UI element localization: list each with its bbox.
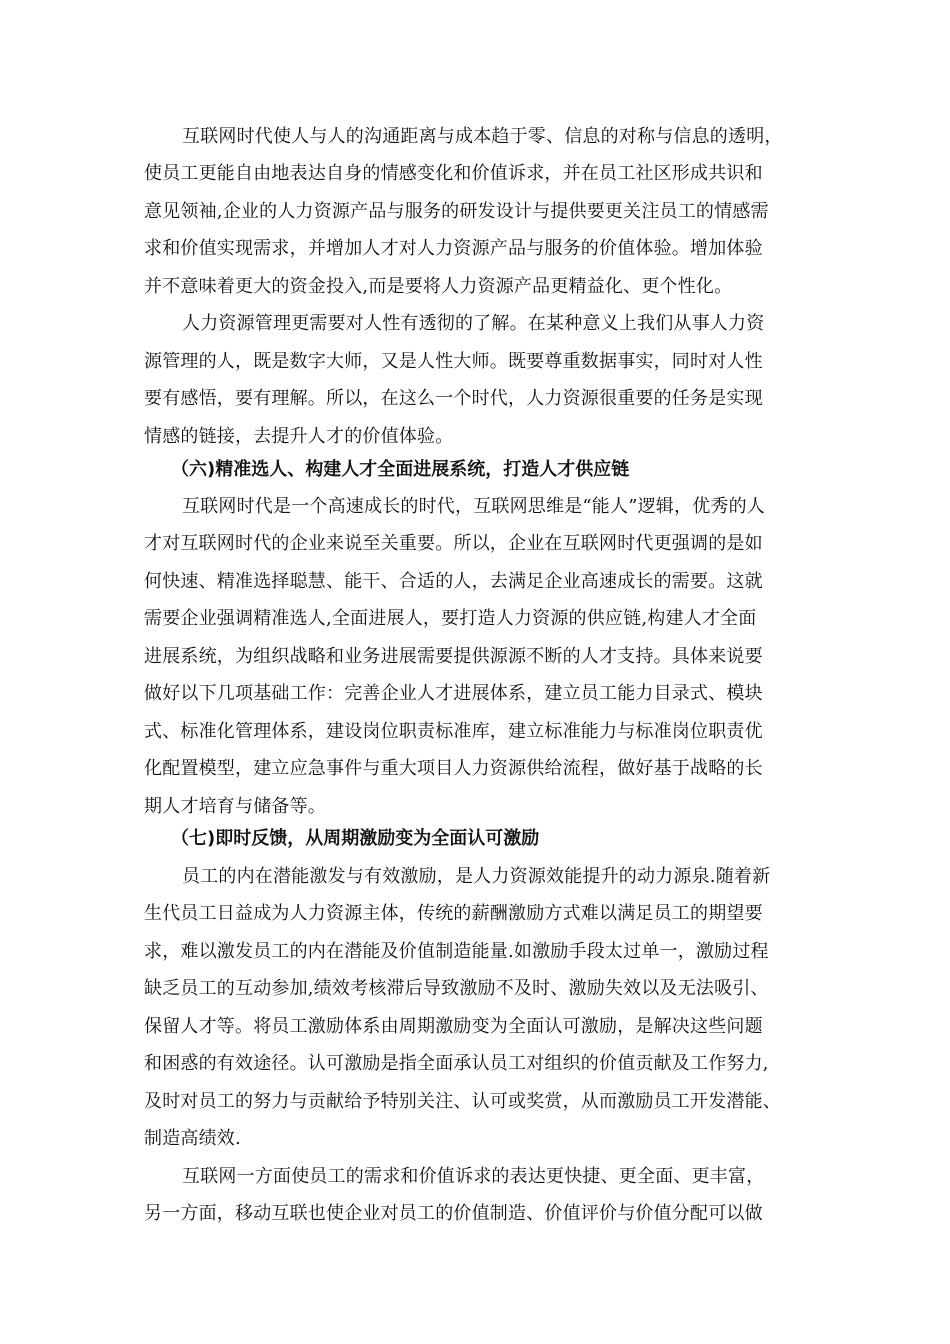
section-6-line-1: 互联网时代是一个高速成长的时代，互联网思维是“能人”逻辑，优秀的人 xyxy=(182,496,766,517)
paragraph-1-line-5: 并不意味着更大的资金投入,而是要将人力资源产品更精益化、更个性化。 xyxy=(144,276,733,297)
section-6-line-9: 期人才培育与储备等。 xyxy=(144,796,326,817)
section-7-line-4: 缺乏员工的互动参加,绩效考核滞后导致激励不及时、激励失效以及无法吸引、 xyxy=(144,978,769,999)
paragraph-2-line-2: 源管理的人，既是数字大师，又是人性大师。既要尊重数据事实，同时对人性 xyxy=(144,351,763,372)
paragraph-2-line-4: 情感的链接，去提升人才的价值体验。 xyxy=(144,426,454,447)
section-7-line-3: 求，难以激发员工的内在潜能及价值制造能量.如激励手段太过单一，激励过程 xyxy=(144,941,769,962)
section-6-line-2: 才对互联网时代的企业来说至关重要。所以，企业在互联网时代更强调的是如 xyxy=(144,533,763,554)
section-6-line-4: 需要企业强调精准选人,全面进展人，要打造人力资源的供应链,构建人才全面 xyxy=(144,608,757,629)
closing-line-2: 另一方面，移动互联也使企业对员工的价值制造、价值评价与价值分配可以做 xyxy=(144,1203,763,1224)
paragraph-1-line-1: 互联网时代使人与人的沟通距离与成本趋于零、信息的对称与信息的透明， xyxy=(182,126,783,147)
paragraph-2-line-1: 人力资源管理更需要对人性有透彻的了解。在某种意义上我们从事人力资 xyxy=(182,313,765,334)
section-6-line-8: 化配置模型，建立应急事件与重大项目人力资源供给流程，做好基于战略的长 xyxy=(144,758,763,779)
section-7-line-8: 制造高绩效. xyxy=(144,1128,241,1149)
section-6-line-7: 式、标准化管理体系，建设岗位职责标准库，建立标准能力与标准岗位职责优 xyxy=(144,721,763,742)
section-heading-6: （六)精准选人、构建人才全面进展系统，打造人才供应链 xyxy=(171,459,630,480)
section-7-line-7: 及时对员工的努力与贡献给予特别关注、认可或奖赏，从而激励员工开发潜能、 xyxy=(144,1091,781,1112)
paragraph-1-line-3: 意见领袖,企业的人力资源产品与服务的研发设计与提供要更关注员工的情感需 xyxy=(144,201,769,222)
paragraph-1-line-2: 使员工更能自由地表达自身的情感变化和价值诉求，并在员工社区形成共识和 xyxy=(144,163,763,184)
paragraph-1-line-4: 求和价值实现需求，并增加人才对人力资源产品与服务的价值体验。增加体验 xyxy=(144,238,763,259)
paragraph-2-line-3: 要有感悟，要有理解。所以，在这么一个时代，人力资源很重要的任务是实现 xyxy=(144,388,763,409)
section-6-line-5: 进展系统，为组织战略和业务进展需要提供源源不断的人才支持。具体来说要 xyxy=(144,646,763,667)
section-6-line-6: 做好以下几项基础工作：完善企业人才进展体系，建立员工能力目录式、模块 xyxy=(144,683,763,704)
closing-line-1: 互联网一方面使员工的需求和价值诉求的表达更快捷、更全面、更丰富， xyxy=(182,1166,765,1187)
section-7-line-5: 保留人才等。将员工激励体系由周期激励变为全面认可激励，是解决这些问题 xyxy=(144,1016,763,1037)
section-6-line-3: 何快速、精准选择聪慧、能干、合适的人，去满足企业高速成长的需要。这就 xyxy=(144,571,763,592)
section-heading-7: （七)即时反馈，从周期激励变为全面认可激励 xyxy=(171,828,540,849)
section-7-line-2: 生代员工日益成为人力资源主体，传统的薪酬激励方式难以满足员工的期望要 xyxy=(144,903,763,924)
section-7-line-6: 和困惑的有效途径。认可激励是指全面承认员工对组织的价值贡献及工作努力, xyxy=(144,1053,769,1074)
section-7-line-1: 员工的内在潜能激发与有效激励，是人力资源效能提升的动力源泉.随着新 xyxy=(182,866,771,887)
